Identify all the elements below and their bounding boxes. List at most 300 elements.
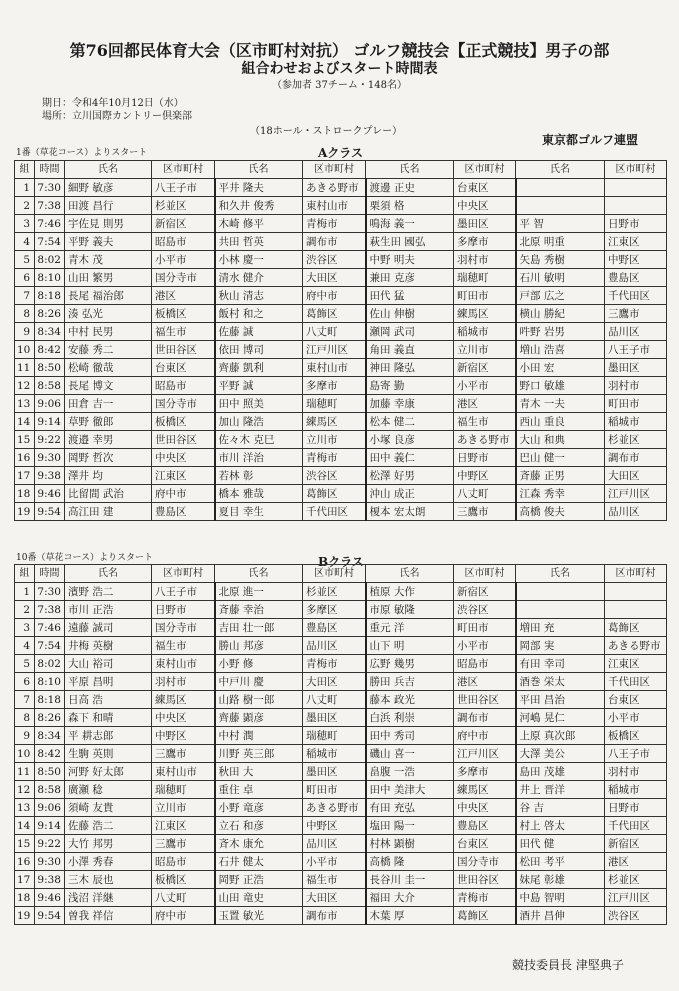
- table-row: [15, 799, 667, 817]
- player-name: 有田 充弘: [366, 799, 454, 817]
- player-name: 山田 繁男: [65, 269, 152, 287]
- group-number: 3: [15, 619, 35, 637]
- player-municipality: 中央区: [454, 197, 516, 215]
- player-name: 萩生田 國弘: [366, 233, 454, 251]
- player-name: 酒井 昌伸: [516, 907, 605, 925]
- player-municipality: 三鷹市: [454, 503, 516, 521]
- player-municipality: [605, 197, 667, 215]
- player-municipality: 東村山市: [303, 197, 366, 215]
- player-name: 共田 哲英: [215, 233, 303, 251]
- player-name: 湊 弘光: [65, 305, 152, 323]
- player-municipality: 渋谷区: [303, 251, 366, 269]
- player-name: 重元 洋: [366, 619, 454, 637]
- group-number: 1: [15, 179, 35, 197]
- player-name: 斉木 康允: [215, 835, 303, 853]
- player-municipality: 墨田区: [303, 709, 366, 727]
- group-number: 19: [15, 907, 35, 925]
- player-municipality: 三鷹市: [152, 745, 215, 763]
- player-name: 玉置 敏光: [215, 907, 303, 925]
- player-municipality: 板橋区: [152, 871, 215, 889]
- player-name: 松崎 徹哉: [65, 359, 152, 377]
- player-name: 高橋 隆: [366, 853, 454, 871]
- player-name: 平野 義夫: [65, 233, 152, 251]
- table-header-row: [15, 161, 667, 179]
- table-row: [15, 287, 667, 305]
- player-municipality: 青梅市: [303, 449, 366, 467]
- player-municipality: 葛飾区: [605, 619, 667, 637]
- table-row: [15, 215, 667, 233]
- start-time: 9:30: [35, 449, 65, 467]
- player-municipality: 杉並区: [303, 583, 366, 601]
- player-municipality: 新宿区: [605, 835, 667, 853]
- player-name: 鳴海 義一: [366, 215, 454, 233]
- group-number: 14: [15, 817, 35, 835]
- player-municipality: 豊島区: [454, 817, 516, 835]
- player-municipality: 小平市: [303, 853, 366, 871]
- start-time: 9:46: [35, 889, 65, 907]
- group-number: 16: [15, 853, 35, 871]
- col-name: 氏名: [366, 565, 454, 583]
- player-municipality: 杉並区: [152, 197, 215, 215]
- player-municipality: 福生市: [152, 637, 215, 655]
- player-municipality: 羽村市: [605, 377, 667, 395]
- player-municipality: 町田市: [454, 619, 516, 637]
- player-municipality: 国分寺市: [152, 395, 215, 413]
- player-municipality: 福生市: [454, 413, 516, 431]
- player-name: 比留間 武治: [65, 485, 152, 503]
- group-number: 6: [15, 673, 35, 691]
- event-date: 期日：令和4年10月12日（水）: [42, 98, 184, 109]
- player-name: 齊藤 顕彦: [215, 709, 303, 727]
- class-a-table: [14, 160, 667, 521]
- player-municipality: 町田市: [605, 395, 667, 413]
- player-name: 佐々木 克巳: [215, 431, 303, 449]
- start-time: 9:14: [35, 817, 65, 835]
- player-name: 植原 大作: [366, 583, 454, 601]
- start-time: 7:30: [35, 583, 65, 601]
- player-name: 北原 進一: [215, 583, 303, 601]
- player-name: 佐藤 浩二: [65, 817, 152, 835]
- group-number: 8: [15, 305, 35, 323]
- table-row: [15, 583, 667, 601]
- player-name: 勝山 邦彦: [215, 637, 303, 655]
- player-name: 青木 茂: [65, 251, 152, 269]
- player-municipality: 瑞穂町: [454, 269, 516, 287]
- table-row: [15, 377, 667, 395]
- player-municipality: 調布市: [605, 449, 667, 467]
- start-time: 9:06: [35, 799, 65, 817]
- player-name: 若林 彰: [215, 467, 303, 485]
- player-municipality: 板橋区: [605, 727, 667, 745]
- player-municipality: 小平市: [605, 709, 667, 727]
- player-municipality: 八王子市: [152, 583, 215, 601]
- player-name: [516, 601, 605, 619]
- player-name: 木崎 修平: [215, 215, 303, 233]
- player-name: 木葉 厚: [366, 907, 454, 925]
- group-number: 2: [15, 197, 35, 215]
- player-municipality: 品川区: [303, 835, 366, 853]
- player-municipality: 中央区: [152, 709, 215, 727]
- table-row: [15, 655, 667, 673]
- group-number: 4: [15, 233, 35, 251]
- start-time: 7:46: [35, 619, 65, 637]
- player-name: 浅沼 洋継: [65, 889, 152, 907]
- player-municipality: 台東区: [605, 691, 667, 709]
- player-municipality: 調布市: [303, 907, 366, 925]
- player-municipality: 立川市: [303, 431, 366, 449]
- group-number: 17: [15, 467, 35, 485]
- start-time: 9:54: [35, 503, 65, 521]
- player-name: 小塚 良彦: [366, 431, 454, 449]
- table-row: [15, 503, 667, 521]
- col-name: 氏名: [516, 565, 605, 583]
- start-time: 8:34: [35, 323, 65, 341]
- table-row: [15, 197, 667, 215]
- player-name: 山路 樹一郎: [215, 691, 303, 709]
- player-municipality: 稲城市: [605, 781, 667, 799]
- player-name: 加藤 幸康: [366, 395, 454, 413]
- player-name: 村上 啓太: [516, 817, 605, 835]
- player-name: 青木 一夫: [516, 395, 605, 413]
- player-name: 加山 隆浩: [215, 413, 303, 431]
- player-name: 松澤 好男: [366, 467, 454, 485]
- player-name: 橋本 雅哉: [215, 485, 303, 503]
- table-row: [15, 871, 667, 889]
- class-a-start-note: 1番（草花コース）よりスタート: [16, 148, 148, 158]
- player-name: 勝田 兵吉: [366, 673, 454, 691]
- start-time: 9:22: [35, 431, 65, 449]
- player-name: 重住 卓: [215, 781, 303, 799]
- player-municipality: 品川区: [605, 503, 667, 521]
- player-municipality: 杉並区: [605, 871, 667, 889]
- table-row: [15, 637, 667, 655]
- player-name: 福田 大介: [366, 889, 454, 907]
- start-time: 9:38: [35, 871, 65, 889]
- player-municipality: 江東区: [605, 655, 667, 673]
- player-name: 市川 洋治: [215, 449, 303, 467]
- group-number: 5: [15, 251, 35, 269]
- group-number: 12: [15, 377, 35, 395]
- table-row: [15, 763, 667, 781]
- player-name: 草野 徹郎: [65, 413, 152, 431]
- player-name: 平野 誠: [215, 377, 303, 395]
- col-time: 時間: [35, 565, 65, 583]
- player-name: 依田 博司: [215, 341, 303, 359]
- player-name: 兼田 克彦: [366, 269, 454, 287]
- participants-count: （参加者 37チーム・148名）: [272, 80, 407, 91]
- player-name: 河嶋 晃仁: [516, 709, 605, 727]
- page-title: 第76回都民体育大会（区市町村対抗） ゴルフ競技会【正式競技】男子の部: [69, 41, 610, 60]
- player-municipality: 品川区: [605, 323, 667, 341]
- col-name: 氏名: [215, 565, 303, 583]
- group-number: 9: [15, 727, 35, 745]
- player-municipality: 板橋区: [152, 413, 215, 431]
- player-name: 白浜 利崇: [366, 709, 454, 727]
- player-name: 村林 顕樹: [366, 835, 454, 853]
- player-name: 日高 浩: [65, 691, 152, 709]
- col-group: 組: [15, 161, 35, 179]
- player-municipality: 千代田区: [605, 817, 667, 835]
- player-name: 大山 和典: [516, 431, 605, 449]
- player-municipality: 八丈町: [152, 889, 215, 907]
- player-name: 大竹 邦男: [65, 835, 152, 853]
- start-time: 8:18: [35, 287, 65, 305]
- player-name: 増田 充: [516, 619, 605, 637]
- player-name: 河野 好太郎: [65, 763, 152, 781]
- player-municipality: 台東区: [454, 835, 516, 853]
- player-name: 西山 重良: [516, 413, 605, 431]
- player-municipality: 中央区: [152, 449, 215, 467]
- col-name: 氏名: [65, 565, 152, 583]
- table-row: [15, 691, 667, 709]
- player-municipality: 府中市: [303, 287, 366, 305]
- player-name: 磯山 喜一: [366, 745, 454, 763]
- player-municipality: 立川市: [454, 341, 516, 359]
- player-name: 田渡 昌行: [65, 197, 152, 215]
- player-name: 田中 美津大: [366, 781, 454, 799]
- player-municipality: 江戸川区: [303, 341, 366, 359]
- player-municipality: 日野市: [454, 449, 516, 467]
- player-name: 中村 潤: [215, 727, 303, 745]
- player-municipality: 東村山市: [303, 359, 366, 377]
- player-name: 江森 秀幸: [516, 485, 605, 503]
- player-municipality: 福生市: [152, 323, 215, 341]
- start-time: 8:02: [35, 655, 65, 673]
- player-name: 平 耕志郎: [65, 727, 152, 745]
- player-municipality: 江東区: [605, 233, 667, 251]
- group-number: 6: [15, 269, 35, 287]
- player-name: 平田 昌治: [516, 691, 605, 709]
- class-b-label: Bクラス: [318, 555, 364, 569]
- player-municipality: 渋谷区: [303, 467, 366, 485]
- table-row: [15, 727, 667, 745]
- player-name: 澤井 均: [65, 467, 152, 485]
- player-municipality: 小平市: [152, 251, 215, 269]
- player-municipality: 小平市: [454, 637, 516, 655]
- player-name: 山下 明: [366, 637, 454, 655]
- class-b-table: [14, 564, 667, 925]
- table-row: [15, 269, 667, 287]
- player-municipality: 八王子市: [605, 341, 667, 359]
- player-municipality: 豊島区: [303, 619, 366, 637]
- col-city: 区市町村: [454, 161, 516, 179]
- player-name: 島寄 勤: [366, 377, 454, 395]
- player-name: 中島 智明: [516, 889, 605, 907]
- player-name: 斉藤 幸治: [215, 601, 303, 619]
- table-row: [15, 305, 667, 323]
- player-name: [516, 583, 605, 601]
- player-municipality: 府中市: [152, 907, 215, 925]
- player-name: 角田 義直: [366, 341, 454, 359]
- player-municipality: 豊島区: [605, 269, 667, 287]
- player-municipality: 台東区: [454, 179, 516, 197]
- player-municipality: 港区: [454, 673, 516, 691]
- table-row: [15, 233, 667, 251]
- table-row: [15, 601, 667, 619]
- player-municipality: 大田区: [303, 673, 366, 691]
- start-time: 8:58: [35, 377, 65, 395]
- table-row: [15, 619, 667, 637]
- player-municipality: 練馬区: [454, 781, 516, 799]
- player-municipality: 昭島市: [152, 233, 215, 251]
- player-name: 塩田 陽一: [366, 817, 454, 835]
- player-municipality: 日野市: [152, 601, 215, 619]
- play-format: （18ホール・ストロークプレー）: [250, 126, 403, 137]
- group-number: 18: [15, 485, 35, 503]
- start-time: 8:50: [35, 359, 65, 377]
- player-municipality: 千代田区: [605, 287, 667, 305]
- player-municipality: 台東区: [152, 359, 215, 377]
- organizer: 東京都ゴルフ連盟: [542, 133, 639, 147]
- player-name: 須崎 友貴: [65, 799, 152, 817]
- player-name: 平 智: [516, 215, 605, 233]
- player-name: 斉藤 正男: [516, 467, 605, 485]
- player-name: 榎本 宏太朗: [366, 503, 454, 521]
- player-name: 広野 幾男: [366, 655, 454, 673]
- player-municipality: 多摩市: [454, 233, 516, 251]
- col-city: 区市町村: [303, 565, 366, 583]
- table-row: [15, 889, 667, 907]
- player-municipality: 府中市: [152, 485, 215, 503]
- start-time: 8:50: [35, 763, 65, 781]
- player-name: 飯村 和之: [215, 305, 303, 323]
- player-municipality: 江東区: [152, 467, 215, 485]
- start-time: 7:30: [35, 179, 65, 197]
- player-municipality: 品川区: [303, 637, 366, 655]
- player-municipality: 新宿区: [454, 359, 516, 377]
- player-municipality: 東村山市: [152, 763, 215, 781]
- player-name: 曽我 祥信: [65, 907, 152, 925]
- player-municipality: 八丈町: [454, 485, 516, 503]
- group-number: 3: [15, 215, 35, 233]
- start-time: 8:26: [35, 709, 65, 727]
- player-name: 細野 敏彦: [65, 179, 152, 197]
- start-time: 8:10: [35, 269, 65, 287]
- player-name: 島田 茂雄: [516, 763, 605, 781]
- player-name: 中戸川 慶: [215, 673, 303, 691]
- table-row: [15, 341, 667, 359]
- player-name: 廣瀬 稔: [65, 781, 152, 799]
- table-row: [15, 431, 667, 449]
- committee-chair: 競技委員長 津堅典子: [512, 958, 624, 972]
- player-municipality: 渋谷区: [605, 907, 667, 925]
- player-municipality: 国分寺市: [454, 853, 516, 871]
- player-municipality: 調布市: [303, 233, 366, 251]
- player-municipality: あきる野市: [454, 431, 516, 449]
- player-municipality: 八丈町: [303, 691, 366, 709]
- player-name: 齊藤 凱利: [215, 359, 303, 377]
- start-time: 9:14: [35, 413, 65, 431]
- player-name: 有田 幸司: [516, 655, 605, 673]
- player-name: 小田 宏: [516, 359, 605, 377]
- player-municipality: 新宿区: [152, 215, 215, 233]
- player-municipality: 中野区: [454, 467, 516, 485]
- player-municipality: 青梅市: [303, 215, 366, 233]
- player-name: 井梅 英樹: [65, 637, 152, 655]
- player-name: 野口 敏雄: [516, 377, 605, 395]
- player-municipality: 世田谷区: [454, 871, 516, 889]
- player-municipality: 大田区: [303, 889, 366, 907]
- start-time: 7:54: [35, 233, 65, 251]
- player-name: 巴山 健一: [516, 449, 605, 467]
- player-name: 秋田 大: [215, 763, 303, 781]
- player-name: 田中 秀司: [366, 727, 454, 745]
- player-municipality: 昭島市: [152, 853, 215, 871]
- col-city: 区市町村: [152, 161, 215, 179]
- player-name: 市川 正浩: [65, 601, 152, 619]
- player-municipality: 練馬区: [303, 413, 366, 431]
- player-name: 小澤 秀春: [65, 853, 152, 871]
- group-number: 15: [15, 835, 35, 853]
- start-time: 8:34: [35, 727, 65, 745]
- player-municipality: 練馬区: [152, 691, 215, 709]
- start-time: 9:38: [35, 467, 65, 485]
- player-municipality: 中野区: [605, 251, 667, 269]
- player-name: 長尾 福治郎: [65, 287, 152, 305]
- player-name: 戸部 広之: [516, 287, 605, 305]
- player-municipality: 青梅市: [454, 889, 516, 907]
- group-number: 11: [15, 359, 35, 377]
- group-number: 7: [15, 287, 35, 305]
- player-municipality: 八王子市: [605, 745, 667, 763]
- player-name: 井上 晋洋: [516, 781, 605, 799]
- group-number: 13: [15, 395, 35, 413]
- player-municipality: 江戸川区: [605, 485, 667, 503]
- group-number: 19: [15, 503, 35, 521]
- player-municipality: 千代田区: [303, 503, 366, 521]
- table-row: [15, 413, 667, 431]
- player-municipality: 羽村市: [152, 673, 215, 691]
- table-row: [15, 835, 667, 853]
- player-municipality: 国分寺市: [152, 619, 215, 637]
- player-name: 高江田 建: [65, 503, 152, 521]
- player-municipality: 稲城市: [454, 323, 516, 341]
- player-name: 北原 明重: [516, 233, 605, 251]
- col-city: 区市町村: [605, 161, 667, 179]
- player-name: 石川 敏明: [516, 269, 605, 287]
- player-name: [516, 179, 605, 197]
- table-row: [15, 709, 667, 727]
- player-municipality: 稲城市: [303, 745, 366, 763]
- start-time: 7:38: [35, 197, 65, 215]
- group-number: 13: [15, 799, 35, 817]
- table-row: [15, 485, 667, 503]
- player-name: 増山 浩喜: [516, 341, 605, 359]
- start-time: 8:18: [35, 691, 65, 709]
- player-name: 渡邊 正史: [366, 179, 454, 197]
- player-municipality: 港区: [605, 853, 667, 871]
- player-municipality: 杉並区: [605, 431, 667, 449]
- player-name: 松田 考平: [516, 853, 605, 871]
- player-name: 石井 健太: [215, 853, 303, 871]
- player-name: 大山 裕司: [65, 655, 152, 673]
- player-municipality: 世田谷区: [152, 431, 215, 449]
- table-row: [15, 673, 667, 691]
- player-name: 田中 照美: [215, 395, 303, 413]
- player-municipality: 葛飾区: [454, 907, 516, 925]
- player-municipality: 瑞穂町: [152, 781, 215, 799]
- player-name: 小野 修: [215, 655, 303, 673]
- player-name: 三木 辰也: [65, 871, 152, 889]
- player-name: 森下 和晴: [65, 709, 152, 727]
- player-name: 吉田 壮一郎: [215, 619, 303, 637]
- table-row: [15, 817, 667, 835]
- player-name: 小野 竜彦: [215, 799, 303, 817]
- player-name: 川野 英三郎: [215, 745, 303, 763]
- table-row: [15, 323, 667, 341]
- player-municipality: 青梅市: [303, 655, 366, 673]
- player-municipality: 多摩区: [303, 601, 366, 619]
